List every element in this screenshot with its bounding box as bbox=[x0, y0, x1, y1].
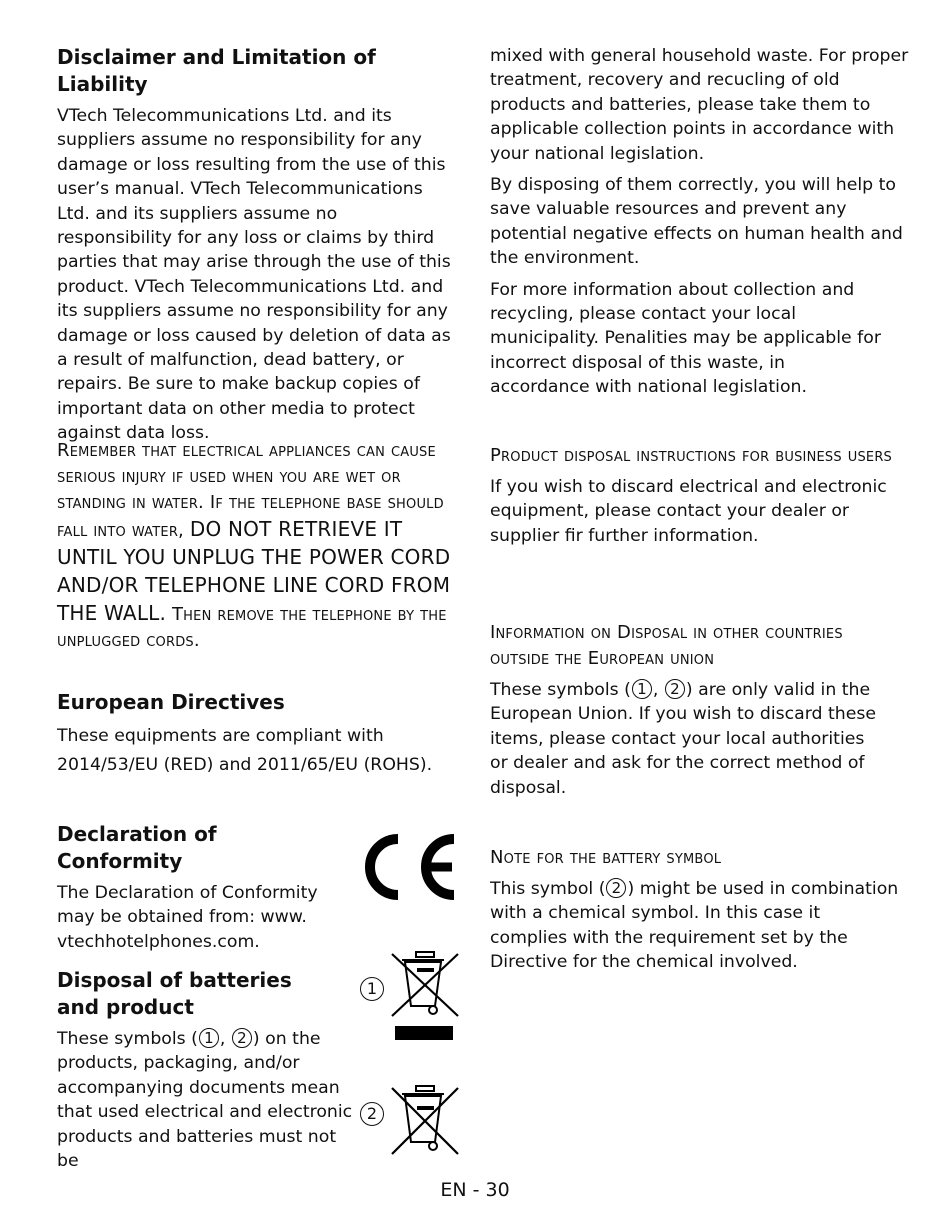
crossed-out-wheelie-bin-icon bbox=[388, 1084, 462, 1158]
outside-eu-section bbox=[490, 620, 910, 800]
business-title: Product disposal instructions for business users bbox=[490, 445, 892, 466]
conformity-section bbox=[57, 821, 327, 954]
symbol-ref-1: 1 bbox=[632, 679, 652, 699]
water-warning bbox=[57, 438, 457, 654]
battery-body-post: ) might be used in combination with a chemical symbol. In this case it complies with the requirement set by the Directive for the chemical involved. bbox=[490, 879, 899, 973]
directives-line2: 2014/53/EU (RED) and 2011/65/EU (ROHS). bbox=[57, 755, 433, 775]
ce-mark-icon bbox=[350, 830, 458, 904]
warning-part3: Then remove the telephone by the unplugged cords. bbox=[57, 604, 447, 651]
crossed-out-wheelie-bin-icon bbox=[388, 950, 462, 1020]
disposal-body-post: ) on the products, packaging, and/or accompanying documents mean that used electrical and electronic products and batteries must not be bbox=[57, 1029, 353, 1172]
symbol-label-2: 2 bbox=[360, 1102, 384, 1126]
disposal-body bbox=[57, 1027, 362, 1173]
business-body: If you wish to discard electrical and electronic equipment, please contact your dealer or supplier fir further information. bbox=[490, 477, 887, 546]
warning-part1: Remember that electrical appliances can cause serious injury if used when you are wet or standing in water. If the telephone base should fall into water, bbox=[57, 440, 444, 541]
disposal-cont-p1: mixed with general household waste. For proper treatment, recovery and recucling of old products and batteries, please take them to applicable collection points in accordance with your national legislation. bbox=[490, 46, 909, 164]
outside-eu-body-post: ) are only valid in the European Union. If you wish to discard these items, please contact your local authorities or dealer and ask for the correct method of disposal. bbox=[490, 680, 876, 798]
directives-title: European Directives bbox=[57, 690, 285, 714]
disposal-title: Disposal of batteries and product bbox=[57, 968, 292, 1019]
warning-part2: DO NOT RETRIEVE IT UNTIL YOU UNPLUG THE POWER CORD AND/OR TELEPHONE LINE CORD FROM THE WALL. bbox=[57, 517, 451, 625]
outside-eu-body-pre: These symbols ( bbox=[490, 680, 631, 700]
symbol-ref-2: 2 bbox=[606, 878, 626, 898]
disposal-continued bbox=[490, 44, 910, 400]
outside-eu-body bbox=[490, 678, 885, 800]
page-number: EN - 30 bbox=[440, 1179, 510, 1201]
water-warning-text bbox=[57, 438, 457, 654]
battery-note-section bbox=[490, 845, 910, 975]
disposal-cont-p2: By disposing of them correctly, you will help to save valuable resources and prevent any potential negative effects on human health and the environment. bbox=[490, 175, 903, 269]
battery-note-title: Note for the battery symbol bbox=[490, 847, 722, 868]
disposal-cont-p3: For more information about collection and recycling, please contact your local municipality. Penalities may be applicable for incorrect disposal of this waste, in accordance with national legislation. bbox=[490, 279, 881, 398]
battery-body-pre: This symbol ( bbox=[490, 879, 606, 899]
disclaimer-title: Disclaimer and Limitation of Liability bbox=[57, 45, 376, 96]
disclaimer-body: VTech Telecommunications Ltd. and its suppliers assume no responsibility for any damage or loss resulting from the use of this user’s manual. VTech Telecommunications Ltd. and its suppliers assume no responsibility for any loss or claims by third parties that may arise through the use of this product. VTech Telecommunications Ltd. and its suppliers assume no responsibility for any damage or loss caused by deletion of data as a result of malfunction, dead battery, or repairs. Be sure to make backup copies of important data on other media to protect against data loss. bbox=[57, 106, 451, 444]
symbol-ref-1: 1 bbox=[199, 1028, 219, 1048]
symbol-ref-2: 2 bbox=[232, 1028, 252, 1048]
symbol-ref-2: 2 bbox=[665, 679, 685, 699]
disposal-section bbox=[57, 967, 362, 1173]
disclaimer-section bbox=[57, 44, 457, 446]
disposal-body-pre: These symbols ( bbox=[57, 1029, 198, 1049]
conformity-title: Declaration of Conformity bbox=[57, 822, 217, 873]
directives-section bbox=[57, 689, 457, 780]
disposal-sep: , bbox=[219, 1029, 231, 1049]
directives-line1: These equipments are compliant with bbox=[57, 726, 384, 746]
conformity-body: The Declaration of Conformity may be obtained from: www. vtechhotelphones.com. bbox=[57, 883, 318, 952]
battery-note-body bbox=[490, 877, 900, 975]
outside-eu-title: Information on Disposal in other countries outside the European union bbox=[490, 622, 843, 669]
business-section bbox=[490, 443, 910, 548]
solid-bar bbox=[395, 1026, 453, 1040]
symbol-label-1: 1 bbox=[360, 977, 384, 1001]
outside-eu-sep: , bbox=[652, 680, 664, 700]
